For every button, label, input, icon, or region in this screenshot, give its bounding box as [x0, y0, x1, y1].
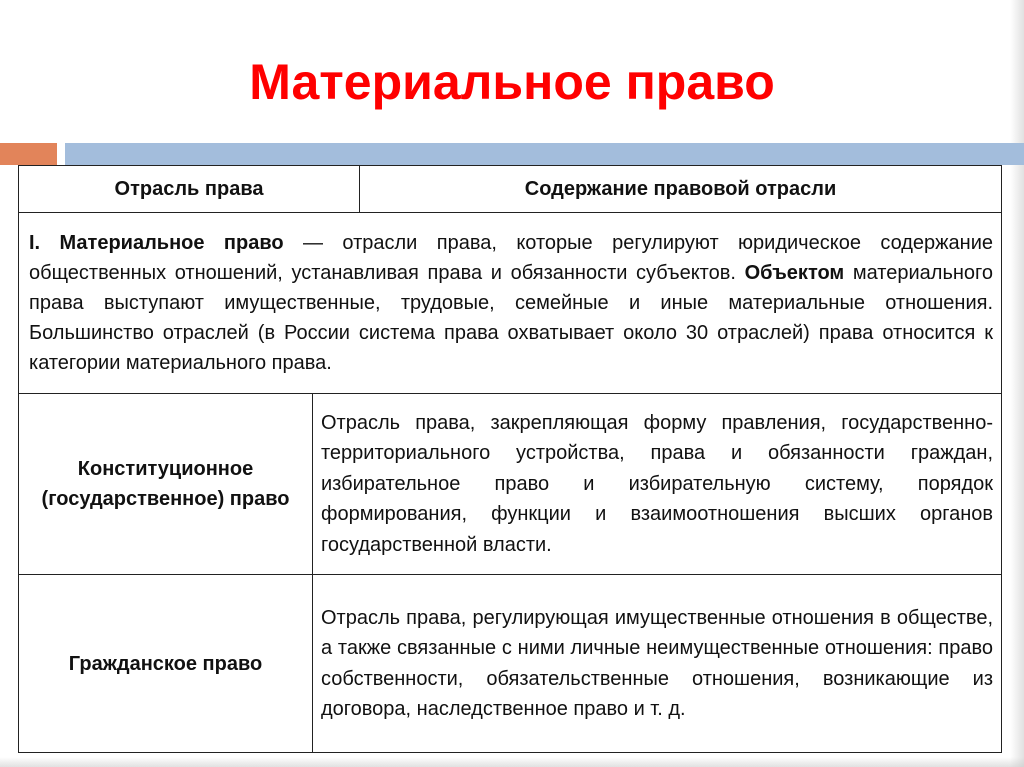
accent-band-blue [65, 143, 1024, 165]
branch-name-constitutional [19, 394, 313, 575]
branch-description-constitutional: Отрасль права, закрепляющая форму правления, государственно-территориального устройства, права и обязанности граждан, избирательное право и избирательную систему, порядок формирования, функции и взаимоотношения высших органов государственной власти. [313, 394, 1002, 575]
accent-band-orange [0, 143, 57, 165]
branch-name-line: Конституционное [77, 458, 254, 480]
slide-title: Материальное право [249, 54, 775, 110]
header-content: Содержание правовой отрасли [360, 166, 1002, 213]
intro-object-term: Объектом [744, 262, 845, 284]
header-branch: Отрасль права [19, 166, 360, 213]
intro-numbered-term: I. Материальное право [29, 232, 284, 254]
branch-name-line: (государственное) право [41, 488, 290, 510]
intro-object-text: материального права выступают имущественные, трудовые, семейные и иные материальные отношения. Большинство отраслей (в России система права охватывает около 30 отраслей) права относится к категории материального права. [29, 262, 994, 374]
intro-row [19, 213, 1002, 394]
branch-description-civil: Отрасль права, регулирующая имущественные отношения в обществе, а также связанные с ними личные неимущественные отношения: право собственности, обязательственные отношения, возникающие из договора, наследственное право и т. д. [313, 575, 1002, 753]
table-header-row [19, 166, 1002, 213]
table-row [19, 575, 1002, 753]
intro-cell [19, 213, 1002, 394]
law-branches-table [18, 165, 1002, 753]
branch-name-civil: Гражданское право [19, 575, 313, 753]
slide-edge-shadow [1010, 0, 1024, 767]
slide-bottom-shadow [0, 757, 1024, 767]
table-row [19, 394, 1002, 575]
intro-definition: — отрасли права, которые регулируют юридическое содержание общественных отношений, устанавливая права и обязанности субъектов. [29, 232, 994, 284]
